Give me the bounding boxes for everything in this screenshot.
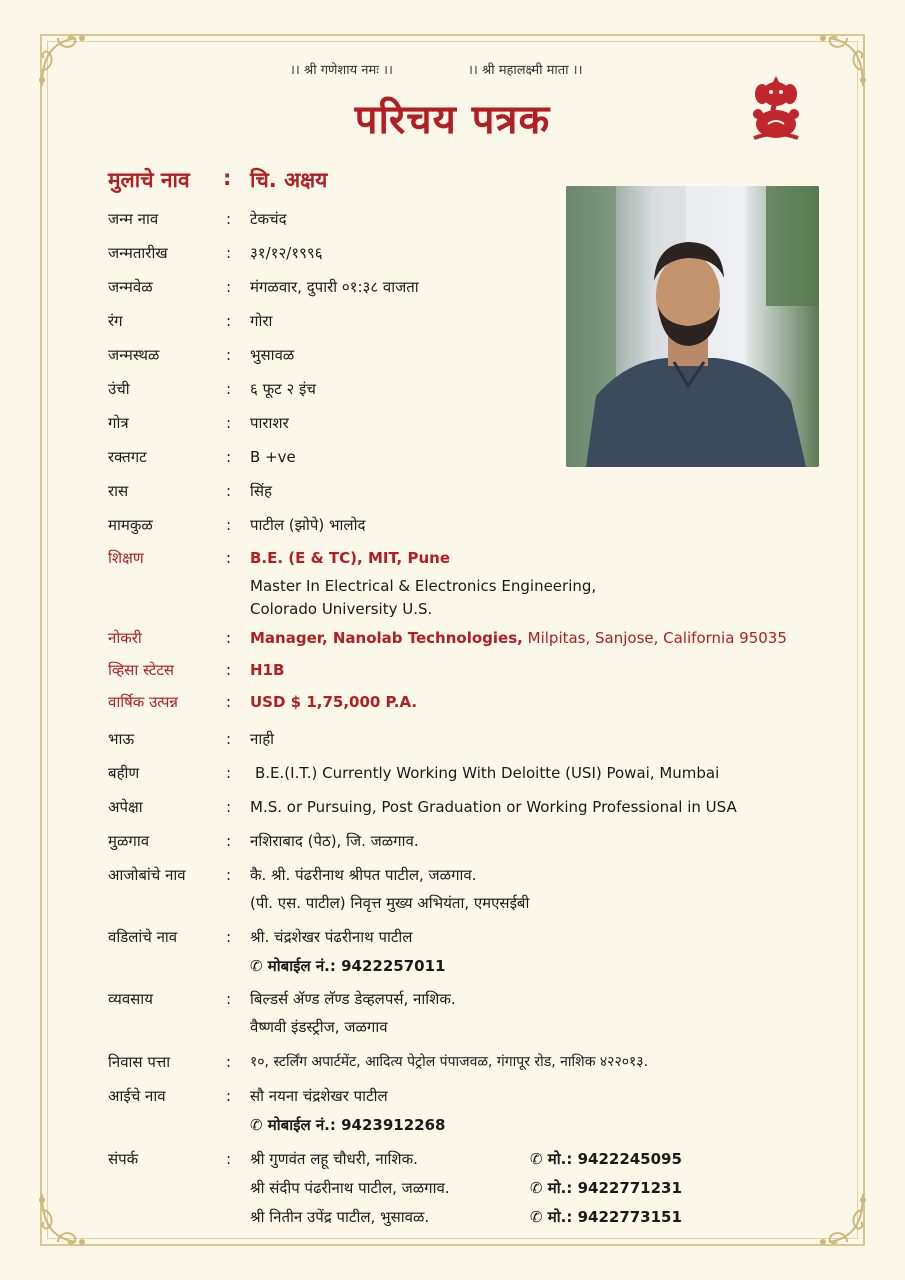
father-label: वडिलांचे नाव <box>108 928 178 946</box>
education-label: शिक्षण <box>108 549 144 567</box>
business-line-2: वैष्णवी इंडस्ट्रीज, जळगाव <box>250 1018 388 1036</box>
address-value: १०, स्टर्लिंग अपार्टमेंट, आदित्य पेट्रोल पंपाजवळ, गंगापूर रोड, नाशिक ४२२०१३. <box>250 1054 649 1070</box>
brother-value: नाही <box>250 730 275 748</box>
detail-label: गोत्र <box>108 414 129 432</box>
separator: : <box>226 448 232 466</box>
education-degree: B.E. (E & TC), MIT, Pune <box>250 549 450 567</box>
contact-name: श्री संदीप पंढरीनाथ पाटील, जळगाव. <box>250 1179 450 1197</box>
brother-label: भाऊ <box>108 730 135 748</box>
grandfather-designation: (पी. एस. पाटील) निवृत्त मुख्य अभियंता, एमएसईबी <box>250 894 530 912</box>
invocation-ganesha: ।। श्री गणेशाय नमः ।। <box>290 63 393 78</box>
ganesha-icon <box>744 72 808 144</box>
education-masters: Master In Electrical & Electronics Engineering, <box>250 577 597 595</box>
sister-label: बहीण <box>108 764 140 782</box>
detail-value: पाटील (झोपे) भालोद <box>250 516 366 534</box>
separator: : <box>223 166 232 190</box>
separator: : <box>226 661 232 679</box>
visa-label: व्हिसा स्टेटस <box>108 661 175 679</box>
detail-value: गोरा <box>250 312 273 330</box>
detail-value: सिंह <box>250 482 272 500</box>
detail-value: पाराशर <box>250 414 289 432</box>
job-title: Manager, Nanolab Technologies, <box>250 629 523 647</box>
separator: : <box>226 346 232 364</box>
contact-phone: ✆ मो.: 9422245095 <box>530 1150 682 1168</box>
groom-name-value: चि. अक्षय <box>250 168 328 192</box>
separator: : <box>226 278 232 296</box>
detail-label: मामकुळ <box>108 516 153 534</box>
detail-label: जन्मतारीख <box>108 244 168 262</box>
corner-ornament-icon <box>36 30 98 92</box>
business-line-1: बिल्डर्स ॲण्ड लॅण्ड डेव्हलपर्स, नाशिक. <box>250 990 456 1008</box>
separator: : <box>226 414 232 432</box>
separator: : <box>226 798 232 816</box>
contact-name: श्री गुणवंत लहू चौधरी, नाशिक. <box>250 1150 418 1168</box>
job-label: नोकरी <box>108 629 142 647</box>
mother-name: सौ नयना चंद्रशेखर पाटील <box>250 1087 388 1105</box>
separator: : <box>226 832 232 850</box>
separator: : <box>226 210 232 228</box>
separator: : <box>226 693 232 711</box>
separator: : <box>226 730 232 748</box>
income-value: USD $ 1,75,000 P.A. <box>250 693 418 711</box>
separator: : <box>226 990 232 1008</box>
detail-value: मंगळवार, दुपारी ०१:३८ वाजता <box>250 278 419 296</box>
mother-label: आईचे नाव <box>108 1087 166 1105</box>
corner-ornament-icon <box>36 1188 98 1250</box>
mother-phone: ✆ मोबाईल नं.: 9423912268 <box>250 1116 446 1134</box>
corner-ornament-icon <box>807 1188 869 1250</box>
expectation-value: M.S. or Pursuing, Post Graduation or Working Professional in USA <box>250 798 737 816</box>
separator: : <box>226 244 232 262</box>
grandfather-name: कै. श्री. पंढरीनाथ श्रीपत पाटील, जळगाव. <box>250 866 477 884</box>
sister-value: B.E.(I.T.) Currently Working With Deloitte (USI) Powai, Mumbai <box>255 764 720 782</box>
separator: : <box>226 928 232 946</box>
separator: : <box>226 549 232 567</box>
expectation-label: अपेक्षा <box>108 798 143 816</box>
separator: : <box>226 866 232 884</box>
father-name: श्री. चंद्रशेखर पंढरीनाथ पाटील <box>250 928 413 946</box>
contact-name: श्री नितीन उपेंद्र पाटील, भुसावळ. <box>250 1208 430 1226</box>
separator: : <box>226 629 232 647</box>
detail-label: जन्म नाव <box>108 210 159 228</box>
detail-label: रक्तगट <box>108 448 147 466</box>
corner-ornament-icon <box>807 30 869 92</box>
separator: : <box>226 1053 232 1071</box>
separator: : <box>226 1087 232 1105</box>
separator: : <box>226 380 232 398</box>
detail-value: भुसावळ <box>250 346 295 364</box>
visa-value: H1B <box>250 661 285 679</box>
detail-value: B +ve <box>250 448 296 466</box>
business-label: व्यवसाय <box>108 990 153 1008</box>
father-phone: ✆ मोबाईल नं.: 9422257011 <box>250 957 446 975</box>
contacts-label: संपर्क <box>108 1150 139 1168</box>
native-value: नशिराबाद (पेठ), जि. जळगाव. <box>250 832 419 850</box>
detail-label: रास <box>108 482 129 500</box>
invocation-mahalaxmi: ।। श्री महालक्ष्मी माता ।। <box>468 63 583 78</box>
detail-value: ६ फूट २ इंच <box>250 380 316 398</box>
detail-label: उंची <box>108 380 130 398</box>
contact-phone: ✆ मो.: 9422771231 <box>530 1179 682 1197</box>
grandfather-label: आजोबांचे नाव <box>108 866 186 884</box>
address-label: निवास पत्ता <box>108 1053 171 1071</box>
native-label: मुळगाव <box>108 832 150 850</box>
job-value <box>250 627 787 650</box>
separator: : <box>226 516 232 534</box>
detail-value: ३१/१२/१९९६ <box>250 244 323 262</box>
job-location: Milpitas, Sanjose, California 95035 <box>527 629 787 647</box>
detail-label: रंग <box>108 312 123 330</box>
groom-photo <box>566 186 819 467</box>
education-university: Colorado University U.S. <box>250 600 433 618</box>
detail-label: जन्मवेळ <box>108 278 153 296</box>
contact-phone: ✆ मो.: 9422773151 <box>530 1208 682 1226</box>
groom-name-label: मुलाचे नाव <box>108 168 190 192</box>
separator: : <box>226 482 232 500</box>
detail-label: जन्मस्थळ <box>108 346 160 364</box>
separator: : <box>226 312 232 330</box>
page-title: परिचय पत्रक <box>354 97 551 143</box>
detail-value: टेकचंद <box>250 210 287 228</box>
income-label: वार्षिक उत्पन्न <box>108 693 178 711</box>
separator: : <box>226 764 232 782</box>
separator: : <box>226 1150 232 1168</box>
